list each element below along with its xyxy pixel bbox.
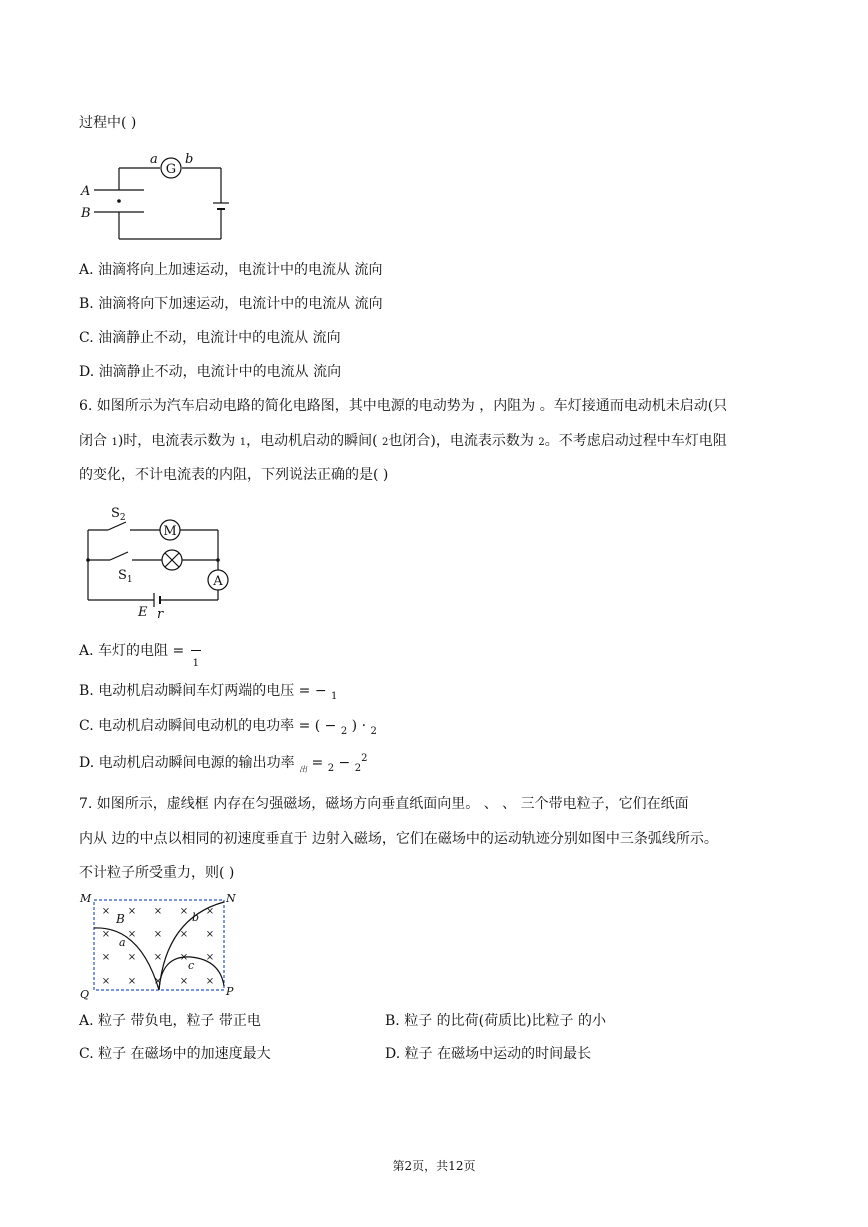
q5-option-d: D. 油滴静止不动，电流计中的电流从 流向 — [79, 364, 342, 380]
internal-resistance-label: r — [157, 607, 164, 622]
field-cross-mark: × — [205, 952, 215, 963]
plate-A-label: A — [81, 184, 91, 199]
corner-P-label: P — [226, 985, 234, 998]
q6-circuit-figure — [80, 502, 236, 622]
terminal-b-label: b — [185, 152, 194, 167]
field-B-label: B — [116, 912, 125, 926]
field-cross-mark: × — [205, 929, 215, 940]
field-cross-mark: × — [127, 952, 137, 963]
q7-option-a: A. 粒子 带负电，粒子 带正电 — [79, 1013, 261, 1029]
q7-stem-line3: 不计粒子所受重力，则( ) — [79, 865, 235, 881]
track-b-label: b — [192, 911, 200, 924]
q6-option-b: B. 电动机启动瞬间车灯两端的电压 = − $_1$ — [79, 683, 338, 702]
q6-stem-line3: 的变化，不计电流表的内阻，下列说法正确的是( ) — [79, 467, 389, 483]
galvanometer-label: G — [165, 162, 177, 177]
emf-label: E — [138, 605, 148, 620]
field-cross-mark: × — [127, 929, 137, 940]
corner-M-label: M — [80, 892, 92, 905]
corner-N-label: N — [226, 892, 236, 905]
question-tail: 过程中( ) — [79, 115, 137, 131]
field-cross-mark: × — [101, 929, 111, 940]
field-cross-mark: × — [179, 929, 189, 940]
q7-stem-line1: 7. 如图所示，虚线框 内存在匀强磁场，磁场方向垂直纸面向里。 、 、 三个带电粒子，它们在纸面 — [79, 796, 689, 812]
field-cross-mark: × — [205, 906, 215, 917]
field-cross-mark: × — [179, 952, 189, 963]
plate-B-label: B — [81, 206, 91, 221]
q7-magnetic-field-figure — [78, 890, 240, 1002]
terminal-a-label: a — [150, 152, 158, 167]
oil-drop-icon — [117, 199, 121, 203]
field-cross-mark: × — [153, 976, 163, 987]
q7-option-d: D. 粒子 在磁场中运动的时间最长 — [385, 1046, 592, 1062]
switch-S1-label: $S_1$ — [118, 568, 133, 585]
q7-option-b: B. 粒子 的比荷(荷质比)比粒子 的小 — [385, 1013, 607, 1029]
q5-option-a: A. 油滴将向上加速运动，电流计中的电流从 流向 — [79, 262, 383, 278]
field-cross-mark: × — [127, 906, 137, 917]
track-a-label: a — [119, 936, 126, 949]
motor-label: M — [163, 524, 177, 539]
q7-option-c: C. 粒子 在磁场中的加速度最大 — [79, 1046, 271, 1062]
q6-option-c: C. 电动机启动瞬间电动机的电功率 = ( − $_2$ ) · $_2$ — [79, 718, 377, 737]
q6-option-d: D. 电动机启动瞬间电源的输出功率 $_出$ = $_2$ − $_2^2$ — [79, 753, 368, 774]
field-cross-mark: × — [205, 976, 215, 987]
q5-option-c: C. 油滴静止不动，电流计中的电流从 流向 — [79, 330, 341, 346]
field-cross-mark: × — [153, 906, 163, 917]
switch-S2-label: $S_2$ — [111, 506, 126, 523]
field-cross-mark: × — [101, 906, 111, 917]
field-cross-mark: × — [179, 906, 189, 917]
field-cross-mark: × — [127, 976, 137, 987]
q6-stem-line1: 6. 如图所示为汽车启动电路的简化电路图，其中电源的电动势为 ，内阻为 。车灯接通而电动机未启动(只 — [79, 398, 728, 414]
q5-option-b: B. 油滴将向下加速运动，电流计中的电流从 流向 — [79, 296, 383, 312]
q7-stem-line2: 内从 边的中点以相同的初速度垂直于 边射入磁场，它们在磁场中的运动轨迹分别如图中三条弧线所示。 — [79, 831, 718, 847]
field-cross-mark: × — [153, 952, 163, 963]
q5-circuit-figure — [78, 148, 238, 244]
ammeter-label: A — [213, 574, 223, 589]
q6-option-a: A. 车灯的电阻 = 1 — [79, 643, 200, 669]
q6-stem-line2: 闭合 1)时，电流表示数为 1，电动机启动的瞬间( 2也闭合)，电流表示数为 2。不考虑启动过程中车灯电阻 — [79, 433, 727, 449]
field-cross-mark: × — [153, 929, 163, 940]
field-cross-mark: × — [101, 952, 111, 963]
field-cross-mark: × — [101, 976, 111, 987]
corner-Q-label: Q — [80, 988, 90, 1001]
field-cross-mark: × — [179, 976, 189, 987]
track-c-label: c — [188, 959, 195, 972]
page-number-footer: 第2页，共12页 — [392, 1159, 476, 1173]
